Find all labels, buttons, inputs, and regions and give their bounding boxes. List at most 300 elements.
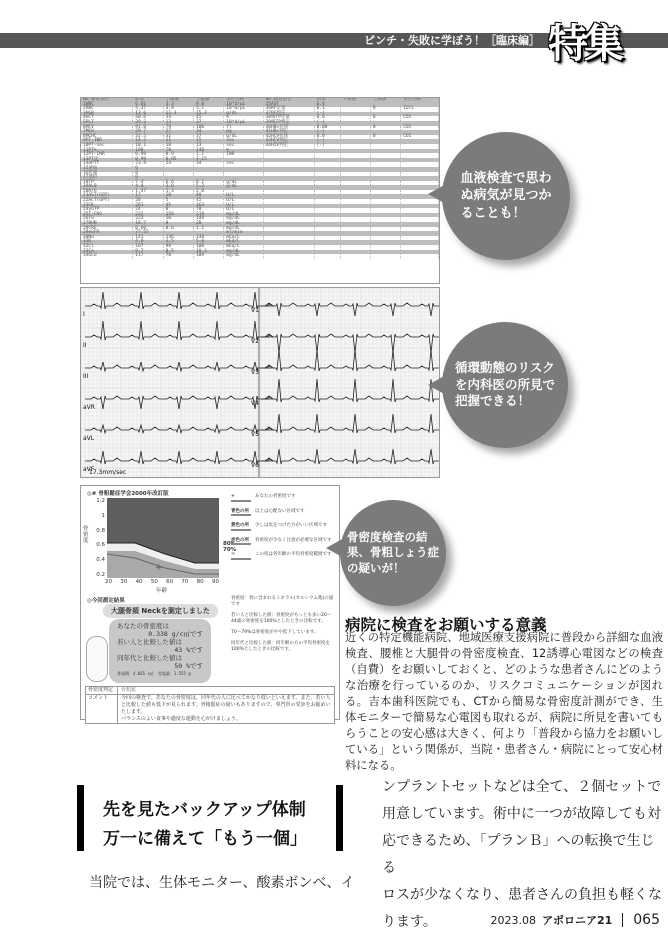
table-cell: 223 [133, 217, 163, 222]
body-line: 応できるため、「プランＢ」への転換で生じる [382, 833, 655, 876]
result-footnote: 骨面積：4.665 c㎡ 骨塩量：1.555 g [117, 671, 191, 676]
y-tick-label: 1.2 [96, 498, 105, 504]
comment-text: 今回の検査で、あなたの骨密度は、同年代の人に比べてかなり低いといえます。また、若い人と比較した値も低下が見られます。骨粗鬆症の疑いもありますので、専門医の受診をお勧めいたします。 [121, 695, 331, 715]
table-cell: 1.3 [163, 190, 193, 195]
table-cell: 107 [133, 245, 163, 250]
table-cell: 70 [163, 254, 193, 259]
table-cell: (-) [314, 144, 340, 149]
table-cell: 13PT比 [81, 158, 133, 163]
judge-value: 骨粗鬆 [121, 687, 137, 693]
y-tick-label: 0.2 [96, 571, 105, 578]
table-cell: 70 [193, 208, 223, 213]
judgement-table [85, 686, 335, 724]
table-cell: 39梅TP判定 [263, 121, 314, 126]
table-cell: 34GLU [81, 254, 133, 259]
ecg-trace-V1 [261, 303, 439, 316]
table-cell: sec [224, 162, 263, 167]
table-cell: 1.1 [193, 227, 223, 232]
table-cell: 6.4 [314, 103, 340, 108]
legend-key: ＝ [231, 552, 251, 560]
table-cell: 40.6 [133, 116, 163, 121]
table-cell: 15 [193, 139, 223, 144]
column-header: 下限値 [340, 98, 370, 103]
table-cell: 40 [193, 194, 223, 199]
result-heading: ◎今回測定結果 [87, 598, 125, 604]
table-cell: mg/dL [224, 217, 263, 222]
table-cell: 37 [193, 135, 223, 140]
table-cell: 201 [133, 204, 163, 209]
table-cell: g/dL [224, 181, 263, 186]
table-cell: 50 [163, 217, 193, 222]
column-header: 単位名称 [224, 98, 263, 103]
issue-date: 2023.08 [490, 913, 536, 927]
table-cell: 11PT% [81, 149, 133, 154]
table-cell: 141 [133, 236, 163, 241]
table-cell: 0.00 [314, 126, 340, 131]
table-cell: 9.7 [133, 250, 163, 255]
table-cell: 3.8 [163, 185, 193, 190]
table-cell: 232 [133, 213, 163, 218]
legend-item [231, 538, 336, 546]
table-cell: 13.6 [133, 112, 163, 117]
legend-text: 以上は心配ない区域です [255, 508, 305, 514]
table-cell: 26TG [81, 217, 133, 222]
y-axis-label: 骨密度 [83, 526, 89, 544]
body-line: ンプラントセットなどは全て、２個セットで [382, 779, 662, 795]
table-cell: 3.5 [163, 240, 193, 245]
table-cell: (-) [314, 130, 340, 135]
table-cell: sec [224, 144, 263, 149]
table-cell: 37 [193, 121, 223, 126]
legend-text: あなたの骨密度です [255, 494, 296, 499]
table-cell: 24 [163, 162, 193, 167]
column-header: 下限値 [163, 98, 193, 103]
ecg-traces [81, 288, 439, 477]
table-cell: 70 [163, 149, 193, 154]
table-cell: 34 [193, 162, 223, 167]
ecg-lead-label: V2 [251, 338, 259, 345]
legend-item [231, 552, 336, 560]
table-cell: 0.6 [163, 227, 193, 232]
table-cell: g/dL [224, 112, 263, 117]
comment-text-2: バランスのよい食事や適度な運動を心がけましょう。 [121, 716, 241, 722]
table-cell: 11 [163, 139, 193, 144]
table-cell: COI [401, 116, 439, 121]
table-cell: 108 [193, 245, 223, 250]
ecg-trace-V4 [261, 379, 439, 402]
x-tick-label: 70 [181, 579, 189, 585]
y-tick-label: 0.6 [96, 542, 105, 549]
table-cell: 0.0 [314, 135, 340, 140]
table-cell: 21AST(GOT) [81, 194, 133, 199]
table-cell: 4.37 [133, 107, 163, 112]
table-cell: g/dL [224, 185, 263, 190]
table-cell: 148 [193, 236, 223, 241]
ecg-lead-label: V6 [251, 462, 259, 469]
table-cell: 45 [193, 116, 223, 121]
table-cell: 34 [163, 116, 193, 121]
table-cell: 41HBs判定 [263, 130, 314, 135]
table-cell: 0 [370, 126, 400, 131]
table-cell: 14APTT [81, 162, 133, 167]
table-cell: 1.47 [133, 190, 163, 195]
x-tick-label: 20 [105, 579, 112, 585]
ecg-trace-V3 [261, 350, 439, 371]
heading-bracket-right [336, 785, 343, 851]
ecg-chart [80, 287, 440, 478]
magazine-name: アポロニア21 [541, 914, 613, 927]
table-cell: 91.8 [133, 126, 163, 131]
result-label: 若い人と比較した値は [117, 638, 182, 646]
table-cell: 0 [133, 172, 163, 177]
comment-label: コメント [86, 695, 118, 723]
table-row [81, 254, 439, 259]
x-tick-label: 40 [135, 579, 143, 585]
table-cell: 0.85 [163, 158, 193, 163]
heading-bracket-left [77, 785, 84, 851]
table-cell: 24γGTP [81, 208, 133, 213]
table-cell: 1.1 [193, 153, 223, 158]
table-cell: 38梅TP定量 [263, 116, 314, 121]
table-cell: 15溶血 [81, 167, 133, 172]
table-cell: 10PT-sec [81, 144, 133, 149]
table-cell: 2RBC [81, 107, 133, 112]
table-cell: 98 [163, 245, 193, 250]
table-cell: 27BUN [81, 222, 133, 227]
table-cell: 4.4 [133, 185, 163, 190]
note-text: 骨密度：骨に含まれるミネラル(カルシウム他)の量です [231, 596, 334, 607]
table-cell: 35AST [263, 103, 314, 108]
article-body: 近くの特定機能病院、地域医療支援病院に普段から詳細な血液検査、腰椎と大腿骨の骨密度検査、12誘導心電図などの検査（自費）をお願いしておくと、どのような患者さんにどのような治療を行っているのか、リスクコミュニケーションが図れる。吉本歯科医院でも、CTから簡易な骨密度計測ができ、生体モニターで簡易な心電図も取れるが、病院に所見を書いてもらうことの安心感は大きく、何より「普段から協力をお願いしている」という関係が、当院・患者さん・病院にとって安心材料になる。 [345, 631, 663, 772]
feature-badge: 特集 [548, 20, 620, 67]
table-cell: 29eGFR [81, 231, 133, 236]
column-header: 上限値 [370, 98, 400, 103]
table-cell: 15.2 [193, 112, 223, 117]
table-cell: 3.3 [163, 103, 193, 108]
ecg-lead-label: III [83, 373, 89, 380]
x-tick-label: 60 [166, 579, 174, 585]
callout-line: 果、骨粗しょう症 [347, 545, 439, 560]
column-header: 単位名称 [401, 98, 439, 103]
table-cell: 36RF定量 [263, 107, 314, 112]
table-cell: (-) [314, 112, 340, 117]
table-cell: 10.2 [193, 250, 223, 255]
divider [622, 913, 623, 927]
result-label: 同年代と比較した値は [117, 654, 182, 662]
table-cell: 2.0 [193, 190, 223, 195]
table-cell: 7.4 [133, 181, 163, 186]
legend-text: 少しは気をつけた方がいい区域です [255, 523, 327, 528]
page-number: 065 [633, 912, 660, 928]
callout-line: ることも！ [460, 205, 526, 221]
result-box [109, 619, 211, 683]
table-cell: 0 [133, 167, 163, 172]
ecg-lead-label: aVR [83, 404, 95, 411]
table-cell: 8MCHC [81, 135, 133, 140]
table-cell: 6.01 [133, 103, 163, 108]
table-cell: 0 [370, 107, 400, 112]
legend-key: 青色の所 [231, 509, 251, 517]
legend-key: 赤色の所 [231, 538, 251, 546]
table-cell [370, 254, 400, 259]
body-line: ります。 [382, 914, 437, 930]
table-cell: 31 [163, 135, 193, 140]
table-cell: 23CK [81, 204, 133, 209]
table-cell: 27 [163, 130, 193, 135]
callout-line: 把握できる！ [454, 393, 530, 409]
table-cell: 9PT-INR [81, 139, 133, 144]
callout-bone-density [340, 500, 446, 606]
table-cell: 32Cl [81, 245, 133, 250]
legend-key: 黄色の所 [231, 523, 251, 531]
table-cell: mg/dL [224, 213, 263, 218]
table-cell: 43HCV判定 [263, 139, 314, 144]
column-header: 結果 [133, 98, 163, 103]
table-cell: 37RF判定 [263, 112, 314, 117]
table-cell: 13 [163, 121, 193, 126]
table-cell: 6MCV [81, 126, 133, 131]
body-line: ロスが少なくなり、患者さんの負担も軽くな [382, 887, 662, 903]
table-cell: 0 [370, 135, 400, 140]
body-line: 用意しています。術中に一つが故障しても対 [382, 806, 661, 822]
table-cell: 117 [133, 254, 163, 259]
table-cell: 0.99 [133, 158, 163, 163]
table-cell: g/dL [224, 135, 263, 140]
table-cell: ml/min [224, 231, 263, 236]
callout-line: 循環動態のリスク [454, 359, 555, 375]
legend-item [231, 523, 336, 531]
table-cell: 1.15 [193, 158, 223, 163]
your-density-marker: + [155, 563, 163, 573]
judge-label: 骨密度判定 [86, 687, 118, 694]
table-cell: 29.7 [133, 130, 163, 135]
bone-mascot-icon [86, 636, 108, 682]
table-cell: 0.60 [133, 227, 163, 232]
table-cell: 3.8 [163, 107, 193, 112]
table-cell [340, 254, 370, 259]
ecg-lead-label: II [83, 342, 87, 349]
table-cell: 5.0 [193, 240, 223, 245]
ecg-speed: 17.3mm/sec [89, 469, 127, 476]
table-cell: 163 [193, 204, 223, 209]
table-cell: INR [224, 153, 263, 158]
note-text: 同年代と比較した値：同年齢の方の平均骨密度を100%としたときの比較です。 [231, 641, 330, 652]
table-cell: 0.99 [133, 153, 163, 158]
article-heading: 病院に検査をお願いする意義 [345, 616, 547, 634]
column-header: 上限値 [193, 98, 223, 103]
table-cell: 33Ca [81, 250, 133, 255]
table-cell: 16乳糜 [81, 172, 133, 177]
legend-text: この度は各年齢の平均骨密度範囲です [255, 552, 332, 557]
table-cell: mEq/L [224, 236, 263, 241]
table-cell: 0 [133, 176, 163, 181]
section-body-left: 当院では、生体モニター、酸素ボンベ、イ [89, 875, 355, 891]
age-compare-value: 50 %です [174, 662, 203, 670]
table-cell: mg/dL [224, 254, 263, 259]
table-cell: mg/dL [224, 250, 263, 255]
table-cell: 149 [193, 217, 223, 222]
table-cell: 219 [193, 213, 223, 218]
table-cell: 11.3 [163, 112, 193, 117]
table-cell [314, 254, 340, 259]
page-footer [490, 912, 660, 928]
legend-item [231, 494, 336, 502]
table-cell: sec [224, 139, 263, 144]
table-cell: 4HCT [81, 116, 133, 121]
y-tick-label: 0.4 [96, 557, 105, 564]
note-text: 若い人と比較した値：骨密度がもっとも多い20〜44歳の骨密度を100%としたときの比較です。 [231, 613, 332, 624]
ecg-lead-label: I [83, 311, 85, 318]
table-cell: 136 [163, 236, 193, 241]
table-cell: 10^6/μL [224, 107, 263, 112]
table-cell: 9.0 [193, 103, 223, 108]
blood-test-table [80, 97, 440, 284]
section-heading-line2: 万一に備えて「もう一個」 [103, 829, 307, 849]
y-tick-label: 0.8 [96, 527, 105, 534]
table-cell: 10^3/μL [224, 103, 263, 108]
table-cell: 25T-CHO [81, 213, 133, 218]
section-heading [103, 796, 307, 854]
table-cell: 5 [163, 199, 193, 204]
table-cell: 45 [163, 204, 193, 209]
table-cell: 0.1 [314, 107, 340, 112]
x-tick-label: 30 [120, 579, 128, 585]
table-cell: mEq/L [224, 240, 263, 245]
table-cell: 0 [370, 116, 400, 121]
table-cell: 77.55 [133, 231, 163, 236]
young-compare-value: 43 %です [174, 646, 203, 654]
callout-line: の疑いが！ [347, 560, 405, 575]
table-cell: 100 [193, 126, 223, 131]
bone-report-title: ◎# 骨粗鬆症学会2000年改訂版 [87, 491, 169, 497]
y-tick-label: 1 [101, 512, 105, 519]
table-cell: 30Na [81, 236, 133, 241]
table-cell: 40HBs抗原 [263, 126, 314, 131]
callout-line: を内科医の所見で [454, 376, 555, 392]
x-tick-label: 80 [196, 579, 204, 585]
table-cell: 0.9 [163, 153, 193, 158]
table-cell: (-) [314, 139, 340, 144]
table-cell: 140 [193, 149, 223, 154]
callout-line: ぬ病気が見つか [460, 188, 552, 204]
table-cell: 10 [163, 144, 193, 149]
callout-line: 血液検査で思わ [460, 170, 552, 186]
table-cell: 8 [163, 222, 193, 227]
measured-site: 大腿骨頚 Neckを測定しました [103, 604, 218, 618]
table-cell: 20 [193, 222, 223, 227]
ecg-trace-V6 [261, 449, 439, 464]
ecg-lead-label: V5 [251, 431, 259, 438]
table-cell: 10^4/μL [224, 121, 263, 126]
table-cell: 79 [163, 126, 193, 131]
table-cell [263, 254, 314, 259]
table-cell: 18TP [81, 181, 133, 186]
table-cell: 8.5 [163, 250, 193, 255]
table-cell: 20A/G [81, 190, 133, 195]
table-cell: mEq/L [224, 245, 263, 250]
ecg-lead-label: V1 [251, 307, 259, 314]
callout-line: 骨密度検査の結 [347, 529, 428, 544]
table-cell: % [224, 149, 263, 154]
table-cell: 5.1 [193, 107, 223, 112]
table-cell: 32.5 [133, 135, 163, 140]
table-cell: 28 [133, 199, 163, 204]
table-cell: 7MCH [81, 130, 133, 135]
table-cell: U/L [224, 208, 263, 213]
ecg-lead-label: V3 [251, 369, 259, 376]
bone-density-report [80, 485, 340, 720]
table-cell: 17黄疸 [81, 176, 133, 181]
table-cell: 12PT-INR [81, 153, 133, 158]
column-header: 結果 [314, 98, 340, 103]
ecg-trace-V2 [261, 334, 439, 353]
table-cell: (-) [314, 121, 340, 126]
table-cell: 4.0 [133, 240, 163, 245]
table-cell [401, 254, 439, 259]
table-cell: % [224, 116, 263, 121]
table-cell: 14.2 [133, 139, 163, 144]
legend-text: 骨密度が少なく注意が必要な区域です [255, 537, 332, 543]
table-cell: 0.0 [314, 116, 340, 121]
table-cell: 22ALT(GPT) [81, 199, 133, 204]
table-cell: 31K [81, 240, 133, 245]
table-cell: COI [401, 135, 439, 140]
table-cell: fl [224, 126, 263, 131]
table-cell: 17 [133, 194, 163, 199]
series-title: ピンチ・失敗に学ぼう！［臨床編］ [364, 34, 540, 47]
ecg-lead-label: aVF [83, 466, 95, 473]
legend-key: + [231, 494, 251, 502]
table-cell: 109 [193, 254, 223, 259]
table-cell: U/L [224, 199, 263, 204]
table-cell: 3HGB [81, 112, 133, 117]
ecg-lead-label: aVL [83, 435, 95, 442]
table-cell: 5PLT [81, 121, 133, 126]
ecg-lead-label: V4 [251, 400, 259, 407]
result-label: あなたの骨密度は [117, 622, 169, 630]
bone-density-value: 0.338 g/c㎡です [148, 630, 203, 638]
table-cell: 5.2 [193, 185, 223, 190]
table-cell: 19ALB [81, 185, 133, 190]
x-tick-label: 90 [211, 579, 219, 585]
table-cell: 24 [133, 208, 163, 213]
table-cell: 44HIV判定 [263, 144, 314, 149]
table-cell: 10.1 [133, 144, 163, 149]
table-cell: mg/dL [224, 222, 263, 227]
table-cell: 34 [193, 130, 223, 135]
table-cell: 0 [163, 208, 193, 213]
table-cell: mg/dL [224, 227, 263, 232]
table-cell: 28CRE [81, 227, 133, 232]
column-header: No.検査項目 [263, 98, 314, 103]
ecg-trace-V5 [261, 414, 439, 433]
x-tick-label: 50 [150, 579, 158, 585]
section-heading-line1: 先を見たバックアップ体制 [103, 800, 306, 820]
callout-ecg [442, 322, 568, 448]
legend-item [231, 509, 336, 517]
table-cell: pg [224, 130, 263, 135]
table-cell: 10 [163, 194, 193, 199]
table-cell: IU/L [401, 107, 439, 112]
column-header: No.検査項目 [81, 98, 133, 103]
percent-label: 80% 70% [223, 541, 237, 553]
table-cell: U/L [224, 204, 263, 209]
table-cell: 150 [163, 213, 193, 218]
table-cell: 1WBC [81, 103, 133, 108]
table-cell: 8.1 [193, 181, 223, 186]
table-cell: 45 [193, 199, 223, 204]
callout-blood-test [442, 132, 570, 260]
